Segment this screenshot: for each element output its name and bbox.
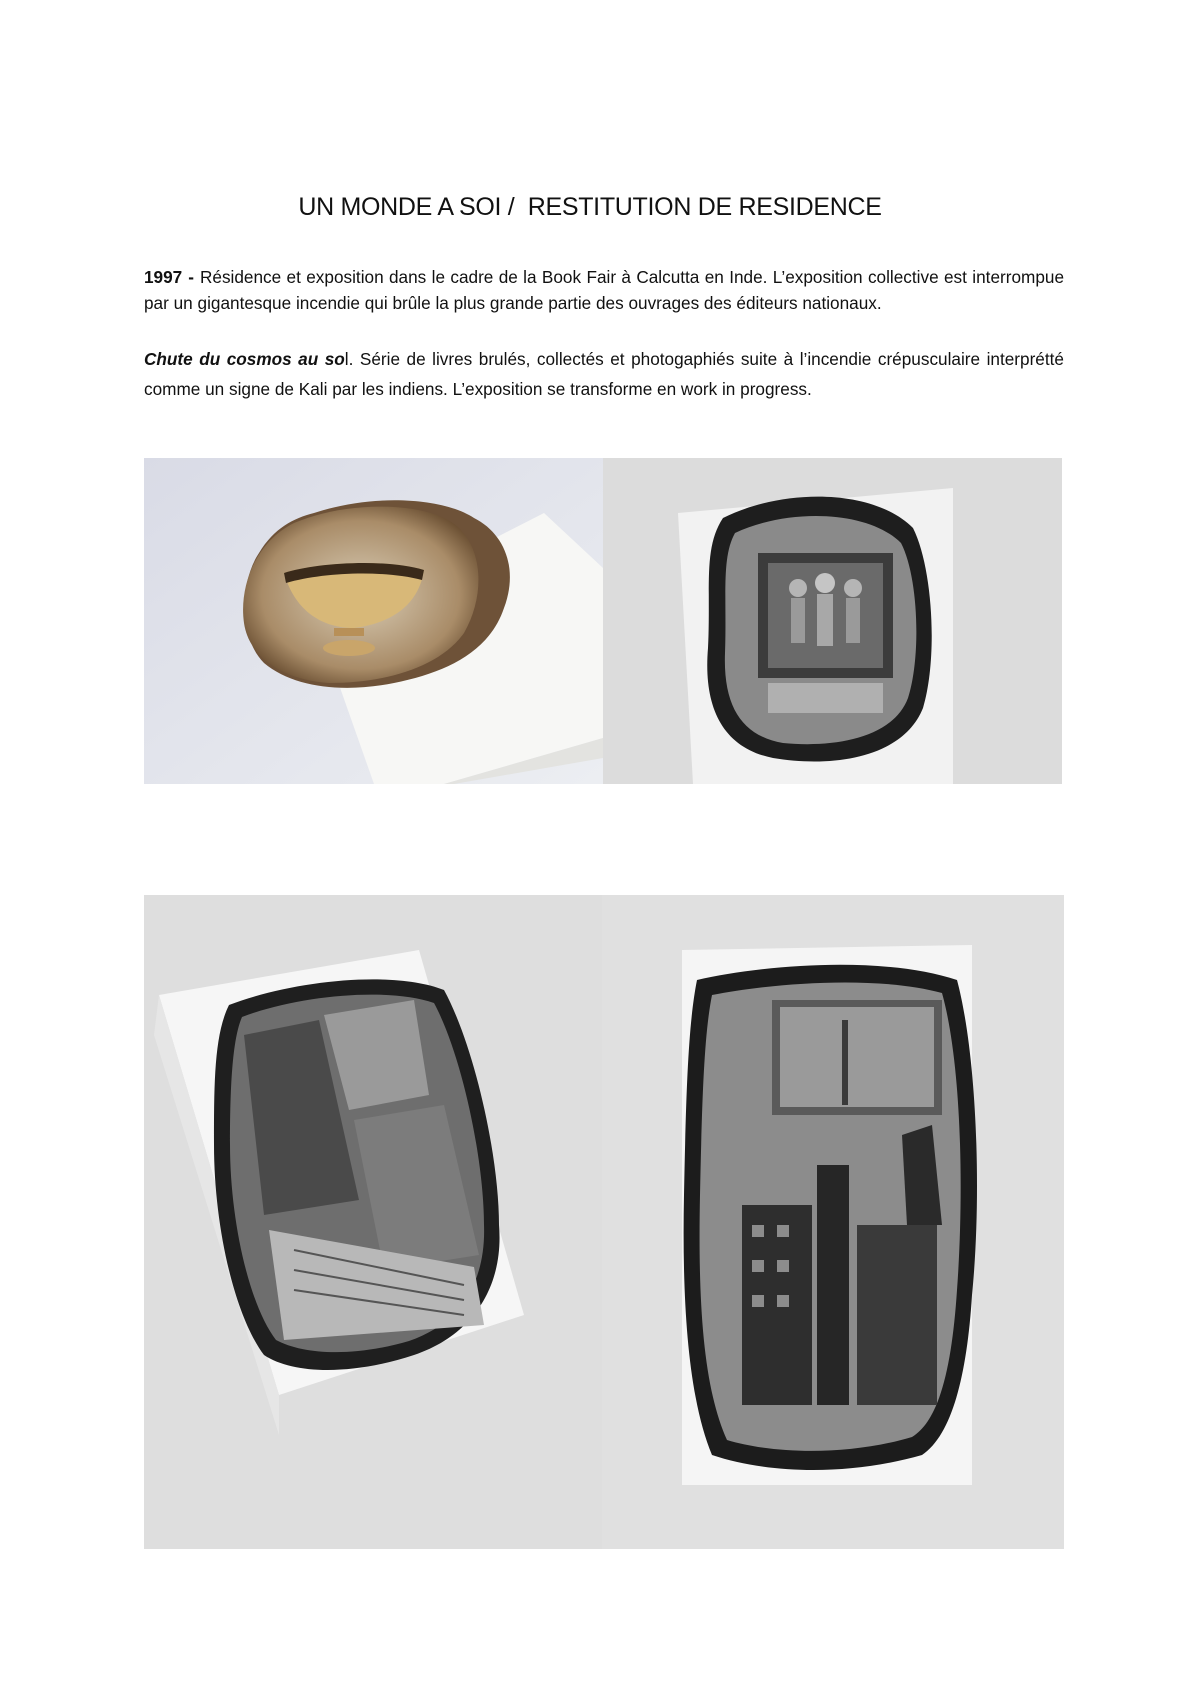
intro-text: Résidence et exposition dans le cadre de la Book Fair à Calcutta en Inde. L’exposition collective est interrompue par un gigantesque incendie qui brûle la plus grande partie des ouvrages des éditeurs nationaux. bbox=[144, 267, 1064, 313]
photo-burnt-book-collage bbox=[144, 895, 602, 1549]
intro-paragraph bbox=[144, 264, 1064, 316]
work-paragraph bbox=[144, 344, 1064, 404]
separator: - bbox=[188, 267, 194, 287]
photo-burnt-book-bowl bbox=[144, 458, 603, 784]
year: 1997 bbox=[144, 267, 183, 287]
work-title-tail: l bbox=[344, 349, 349, 369]
photo-burnt-book-ruins bbox=[602, 895, 1064, 1549]
work-text: . Série de livres brulés, collectés et photogaphiés suite à l’incendie crépusculaire interprétté comme un signe de Kali par les indiens. L’exposition se transforme en work in progress. bbox=[144, 349, 1064, 399]
page-title: UN MONDE A SOI / RESTITUTION DE RESIDENCE bbox=[298, 193, 882, 221]
work-title: Chute du cosmos au so bbox=[144, 349, 345, 369]
photo-burnt-book-relief bbox=[603, 458, 1062, 784]
